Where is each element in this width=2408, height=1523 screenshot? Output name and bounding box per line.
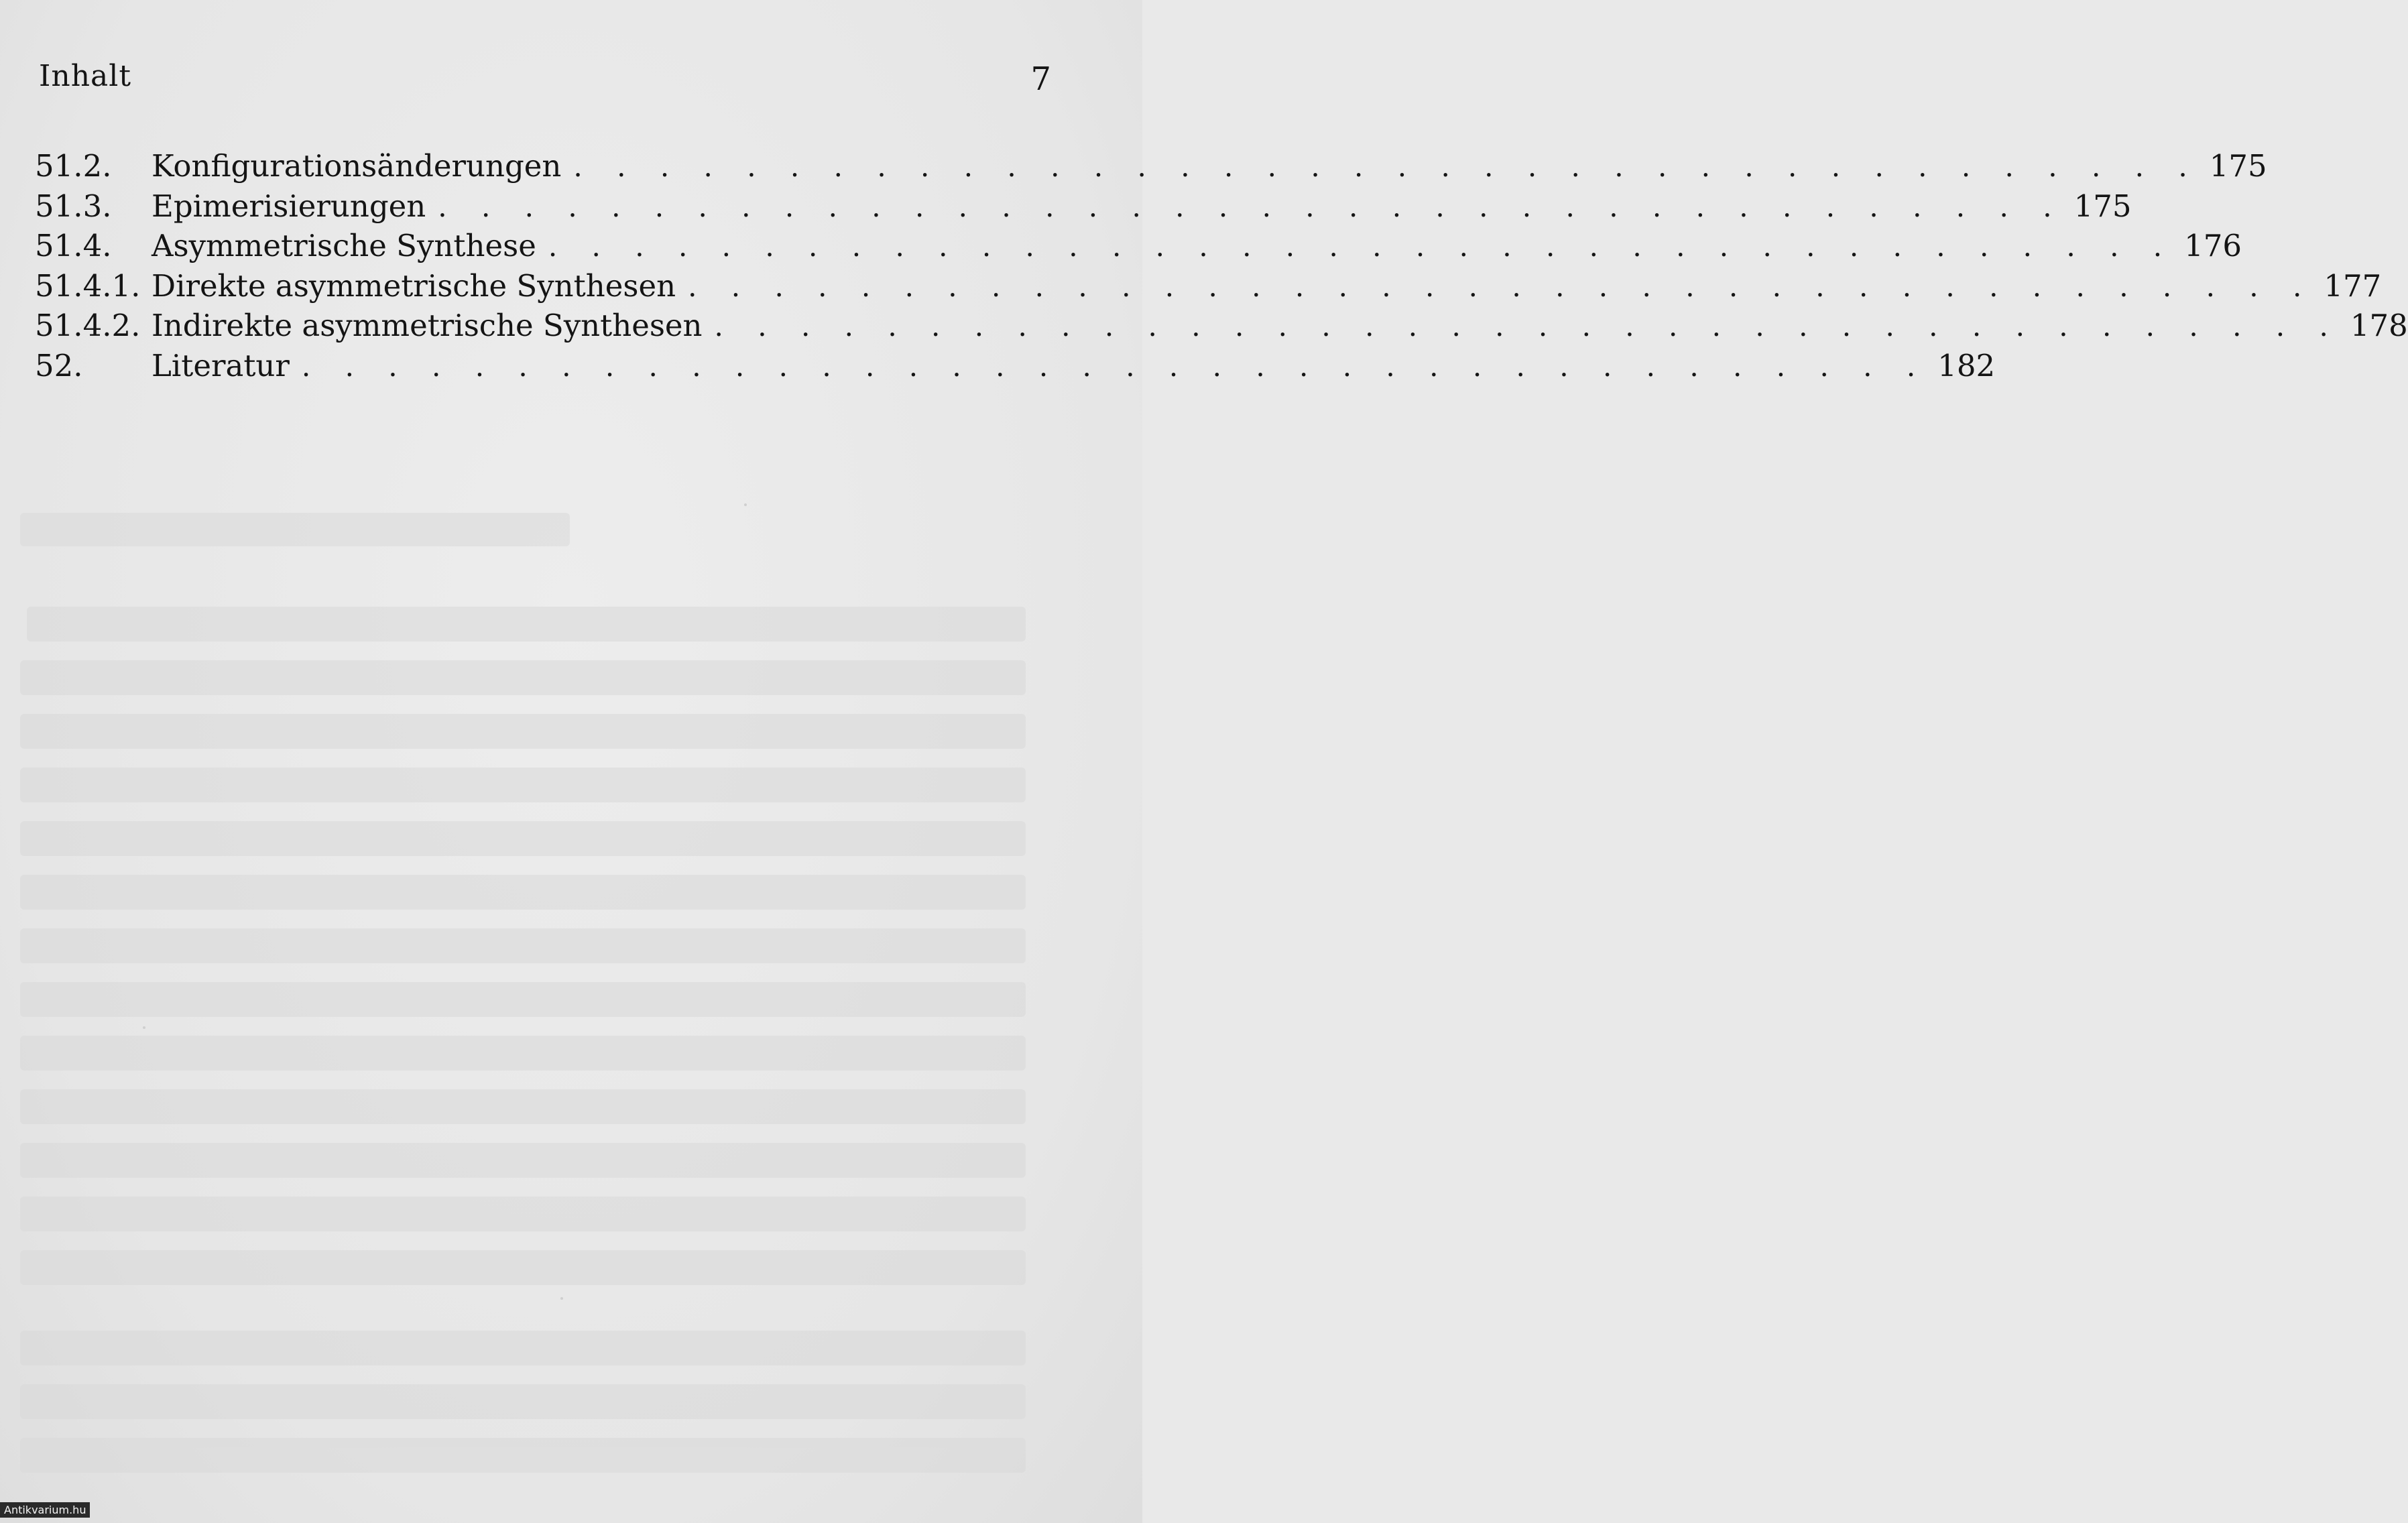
toc-entry-page: 178: [2350, 308, 2408, 343]
toc-dot-leader: . . . . . . . . . . . . . . . . . . . . . . . . . . . . . . . . . . . . . .: [573, 150, 2200, 183]
site-watermark: Antikvarium.hu: [0, 1502, 90, 1518]
page-number: 7: [1030, 60, 1051, 98]
toc-entry-page: 175: [2073, 188, 2132, 224]
toc-entry-page: 182: [1937, 347, 1996, 383]
toc-entry: [35, 306, 2408, 346]
toc-entry-number: 51.4.1.: [35, 267, 141, 304]
toc-entry-number: 52.: [35, 347, 83, 383]
toc-dot-leader: . . . . . . . . . . . . . . . . . . . . . . . . . . . . . . . . . . . . . .: [438, 190, 2065, 223]
toc-entry-number: 51.4.2.: [35, 308, 141, 343]
toc-entry: [35, 266, 2382, 306]
toc-entry-title: Indirekte asymmetrische Synthesen: [152, 308, 703, 343]
toc-entry: [35, 146, 2267, 186]
table-of-contents: [35, 146, 2408, 385]
toc-entry: [35, 346, 1996, 386]
toc-dot-leader: . . . . . . . . . . . . . . . . . . . . . . . . . . . . . . . . . . . . . .: [301, 349, 1929, 383]
toc-entry: [35, 186, 2132, 227]
toc-entry-page: 175: [2209, 148, 2267, 184]
toc-entry-page: 177: [2324, 267, 2382, 304]
toc-entry-number: 51.3.: [35, 188, 112, 224]
page-header: [39, 59, 1051, 106]
toc-entry-title: Epimerisierungen: [152, 188, 426, 224]
toc-entry-page: 176: [2184, 228, 2242, 263]
toc-entry-title: Direkte asymmetrische Synthesen: [152, 267, 676, 304]
running-head: Inhalt: [39, 59, 132, 93]
toc-entry: [35, 226, 2242, 266]
toc-entry-title: Literatur: [152, 347, 290, 383]
toc-entry-number: 51.2.: [35, 148, 112, 184]
toc-dot-leader: . . . . . . . . . . . . . . . . . . . . . . . . . . . . . . . . . . . . . .: [688, 269, 2315, 303]
toc-dot-leader: . . . . . . . . . . . . . . . . . . . . . . . . . . . . . . . . . . . . . .: [548, 230, 2175, 263]
toc-entry-title: Asymmetrische Synthese: [152, 228, 536, 263]
toc-entry-title: Konfigurationsänderungen: [152, 148, 562, 184]
toc-dot-leader: . . . . . . . . . . . . . . . . . . . . . . . . . . . . . . . . . . . . . .: [714, 310, 2341, 343]
toc-entry-number: 51.4.: [35, 228, 112, 263]
